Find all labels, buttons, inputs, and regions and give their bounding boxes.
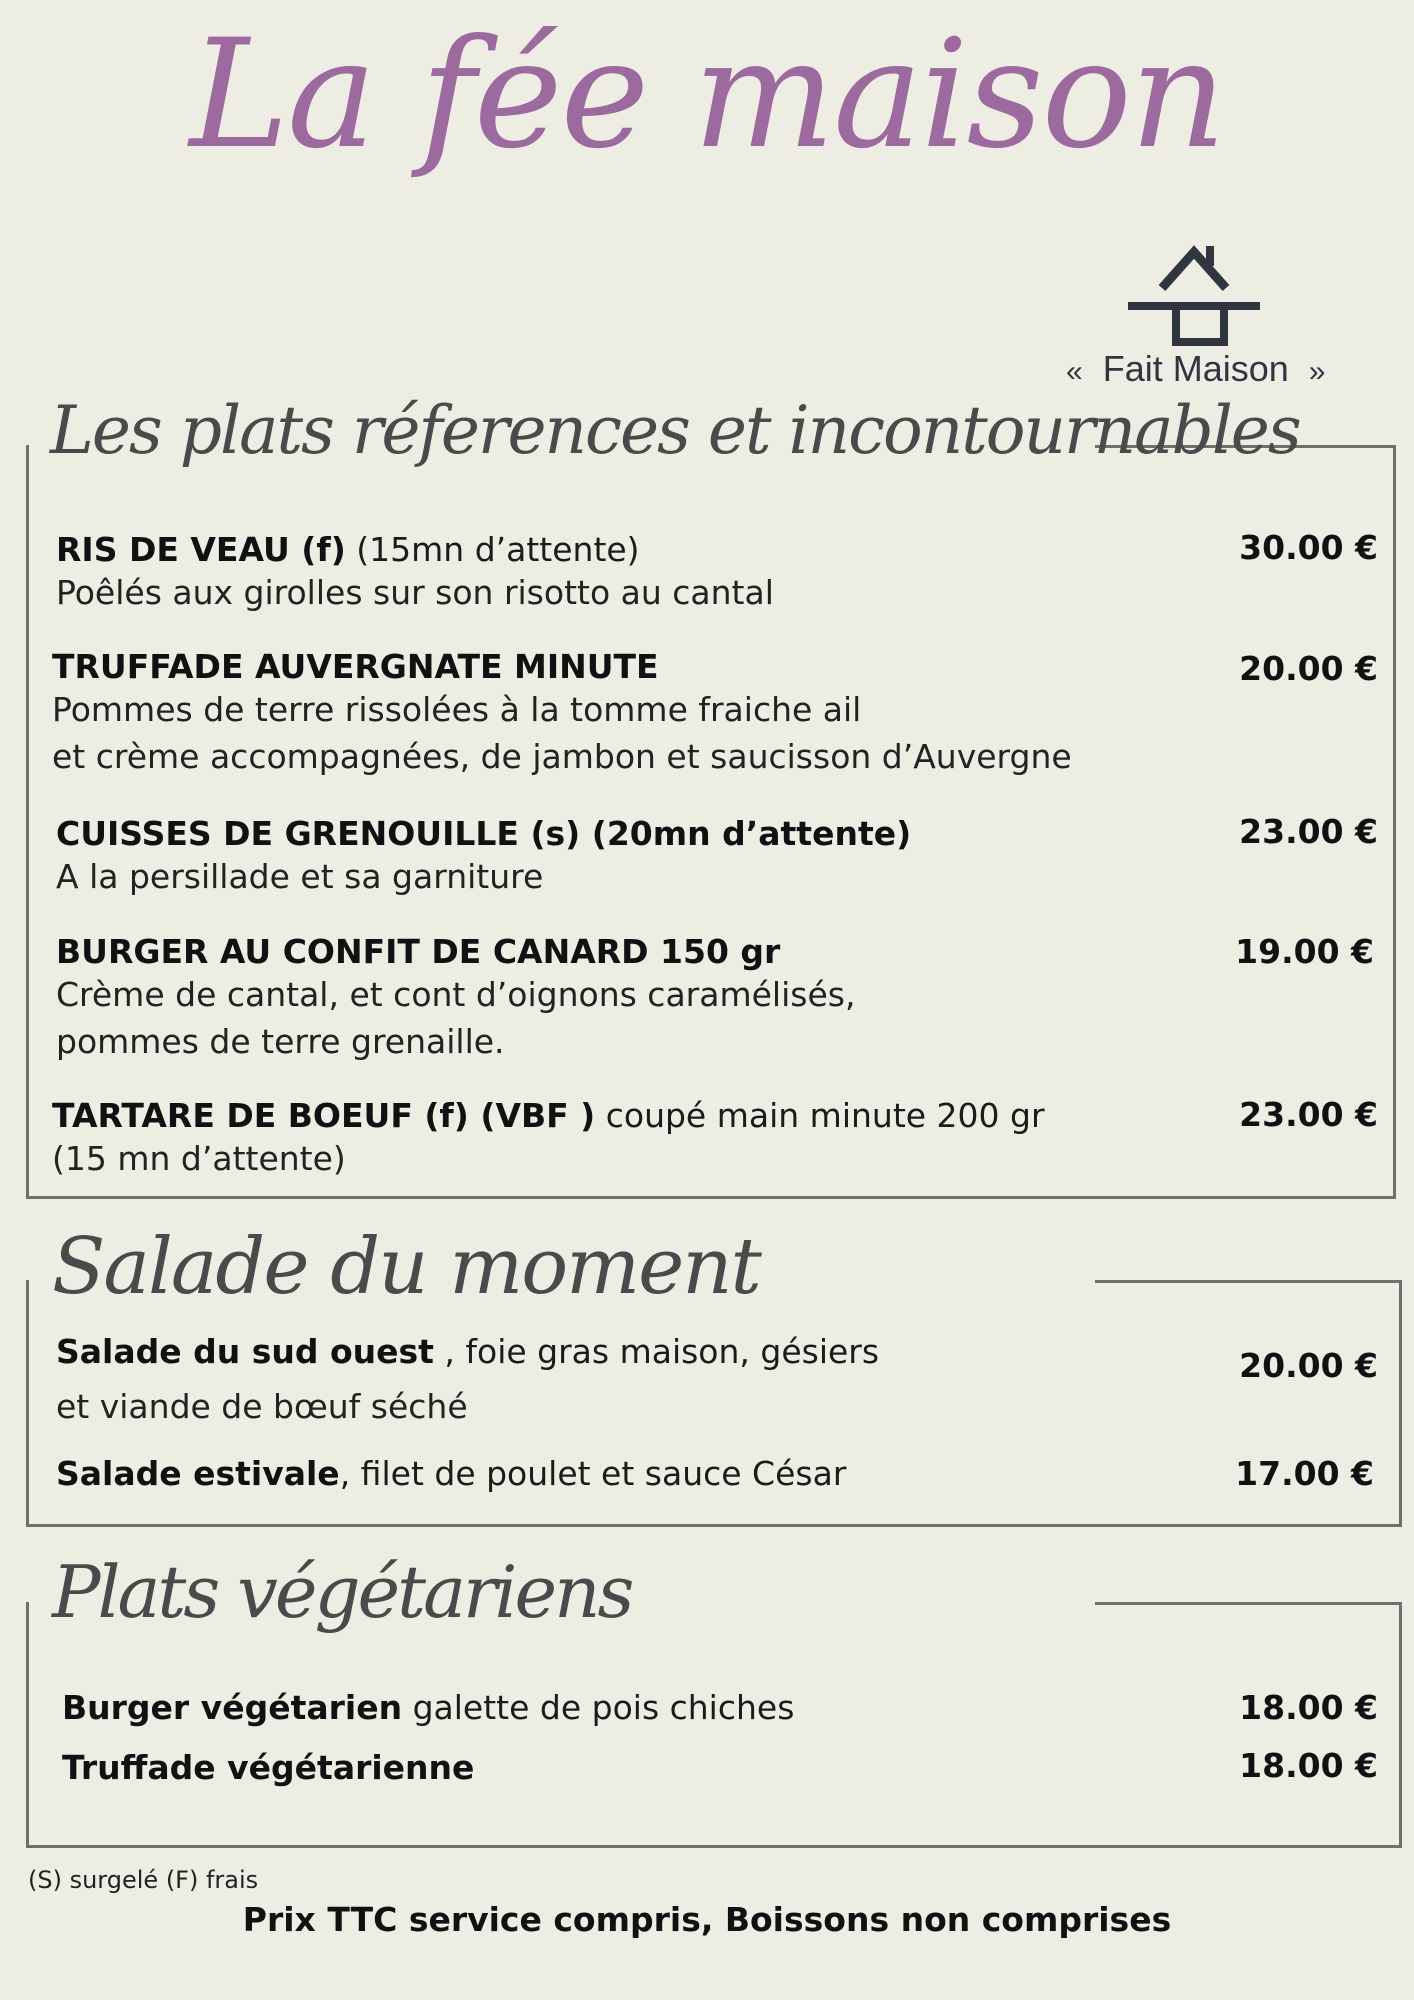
dish-name: TARTARE DE BOEUF (f) (VBF ) (52, 1096, 596, 1135)
dish-description: Crème de cantal, et cont d’oignons caramélisés, (56, 975, 856, 1014)
dish-price: 30.00 € (1239, 528, 1378, 567)
dish-price: 17.00 € (1235, 1454, 1374, 1493)
menu-item (62, 1748, 474, 1787)
dish-price: 20.00 € (1239, 649, 1378, 688)
menu-item (56, 530, 774, 616)
dish-name: Salade du sud ouest (56, 1332, 434, 1371)
dish-price: 23.00 € (1239, 1095, 1378, 1134)
dish-description: Poêlés aux girolles sur son risotto au cantal (56, 573, 774, 612)
menu-item (56, 814, 911, 900)
dish-price: 19.00 € (1235, 932, 1374, 971)
fait-maison-label: Fait Maison (1102, 348, 1289, 389)
fait-maison-badge (1066, 348, 1366, 390)
dish-name: Truffade végétarienne (62, 1748, 475, 1787)
dish-price: 18.00 € (1239, 1746, 1378, 1785)
dish-price: 18.00 € (1239, 1688, 1378, 1727)
legend-note: (S) surgelé (F) frais (28, 1866, 259, 1894)
dish-description: (15 mn d’attente) (52, 1139, 346, 1178)
dish-name: RIS DE VEAU (f) (56, 530, 346, 569)
dish-description: et crème accompagnées, de jambon et saucisson d’Auvergne (52, 737, 1072, 776)
open-quote: « (1066, 355, 1083, 388)
menu-item (56, 932, 855, 1065)
menu-item (56, 1332, 879, 1430)
section-heading: Salade du moment (52, 1222, 760, 1312)
dish-note: galette de pois chiches (402, 1688, 795, 1727)
dish-name: CUISSES DE GRENOUILLE (s) (20mn d’attente) (56, 814, 912, 853)
menu-item (56, 1454, 846, 1493)
section-heading: Plats végétariens (52, 1550, 632, 1634)
dish-note: , foie gras maison, gésiers (433, 1332, 880, 1371)
dish-price: 20.00 € (1239, 1346, 1378, 1385)
price-note: Prix TTC service compris, Boissons non comprises (242, 1900, 1172, 1939)
dish-name: TRUFFADE AUVERGNATE MINUTE (52, 647, 659, 686)
close-quote: » (1308, 355, 1326, 388)
section-heading: Les plats réferences et incontournables (50, 392, 1300, 469)
dish-name: Burger végétarien (62, 1688, 403, 1727)
dish-note: (15mn d’attente) (345, 530, 640, 569)
dish-name: BURGER AU CONFIT DE CANARD 150 gr (56, 932, 781, 971)
dish-description: et viande de bœuf séché (56, 1387, 468, 1426)
menu-item (52, 647, 1072, 780)
dish-note: coupé main minute 200 gr (595, 1096, 1045, 1135)
dish-description: pommes de terre grenaille. (56, 1022, 505, 1061)
house-icon (1128, 238, 1260, 350)
menu-item (52, 1096, 1045, 1182)
dish-description: Pommes de terre rissolées à la tomme fraiche ail (52, 690, 862, 729)
dish-price: 23.00 € (1239, 812, 1378, 851)
dish-name: Salade estivale (56, 1454, 340, 1493)
restaurant-title: La fée maison (189, 8, 1225, 182)
dish-note: , filet de poulet et sauce César (339, 1454, 847, 1493)
dish-description: A la persillade et sa garniture (56, 857, 544, 896)
menu-item (62, 1688, 794, 1727)
